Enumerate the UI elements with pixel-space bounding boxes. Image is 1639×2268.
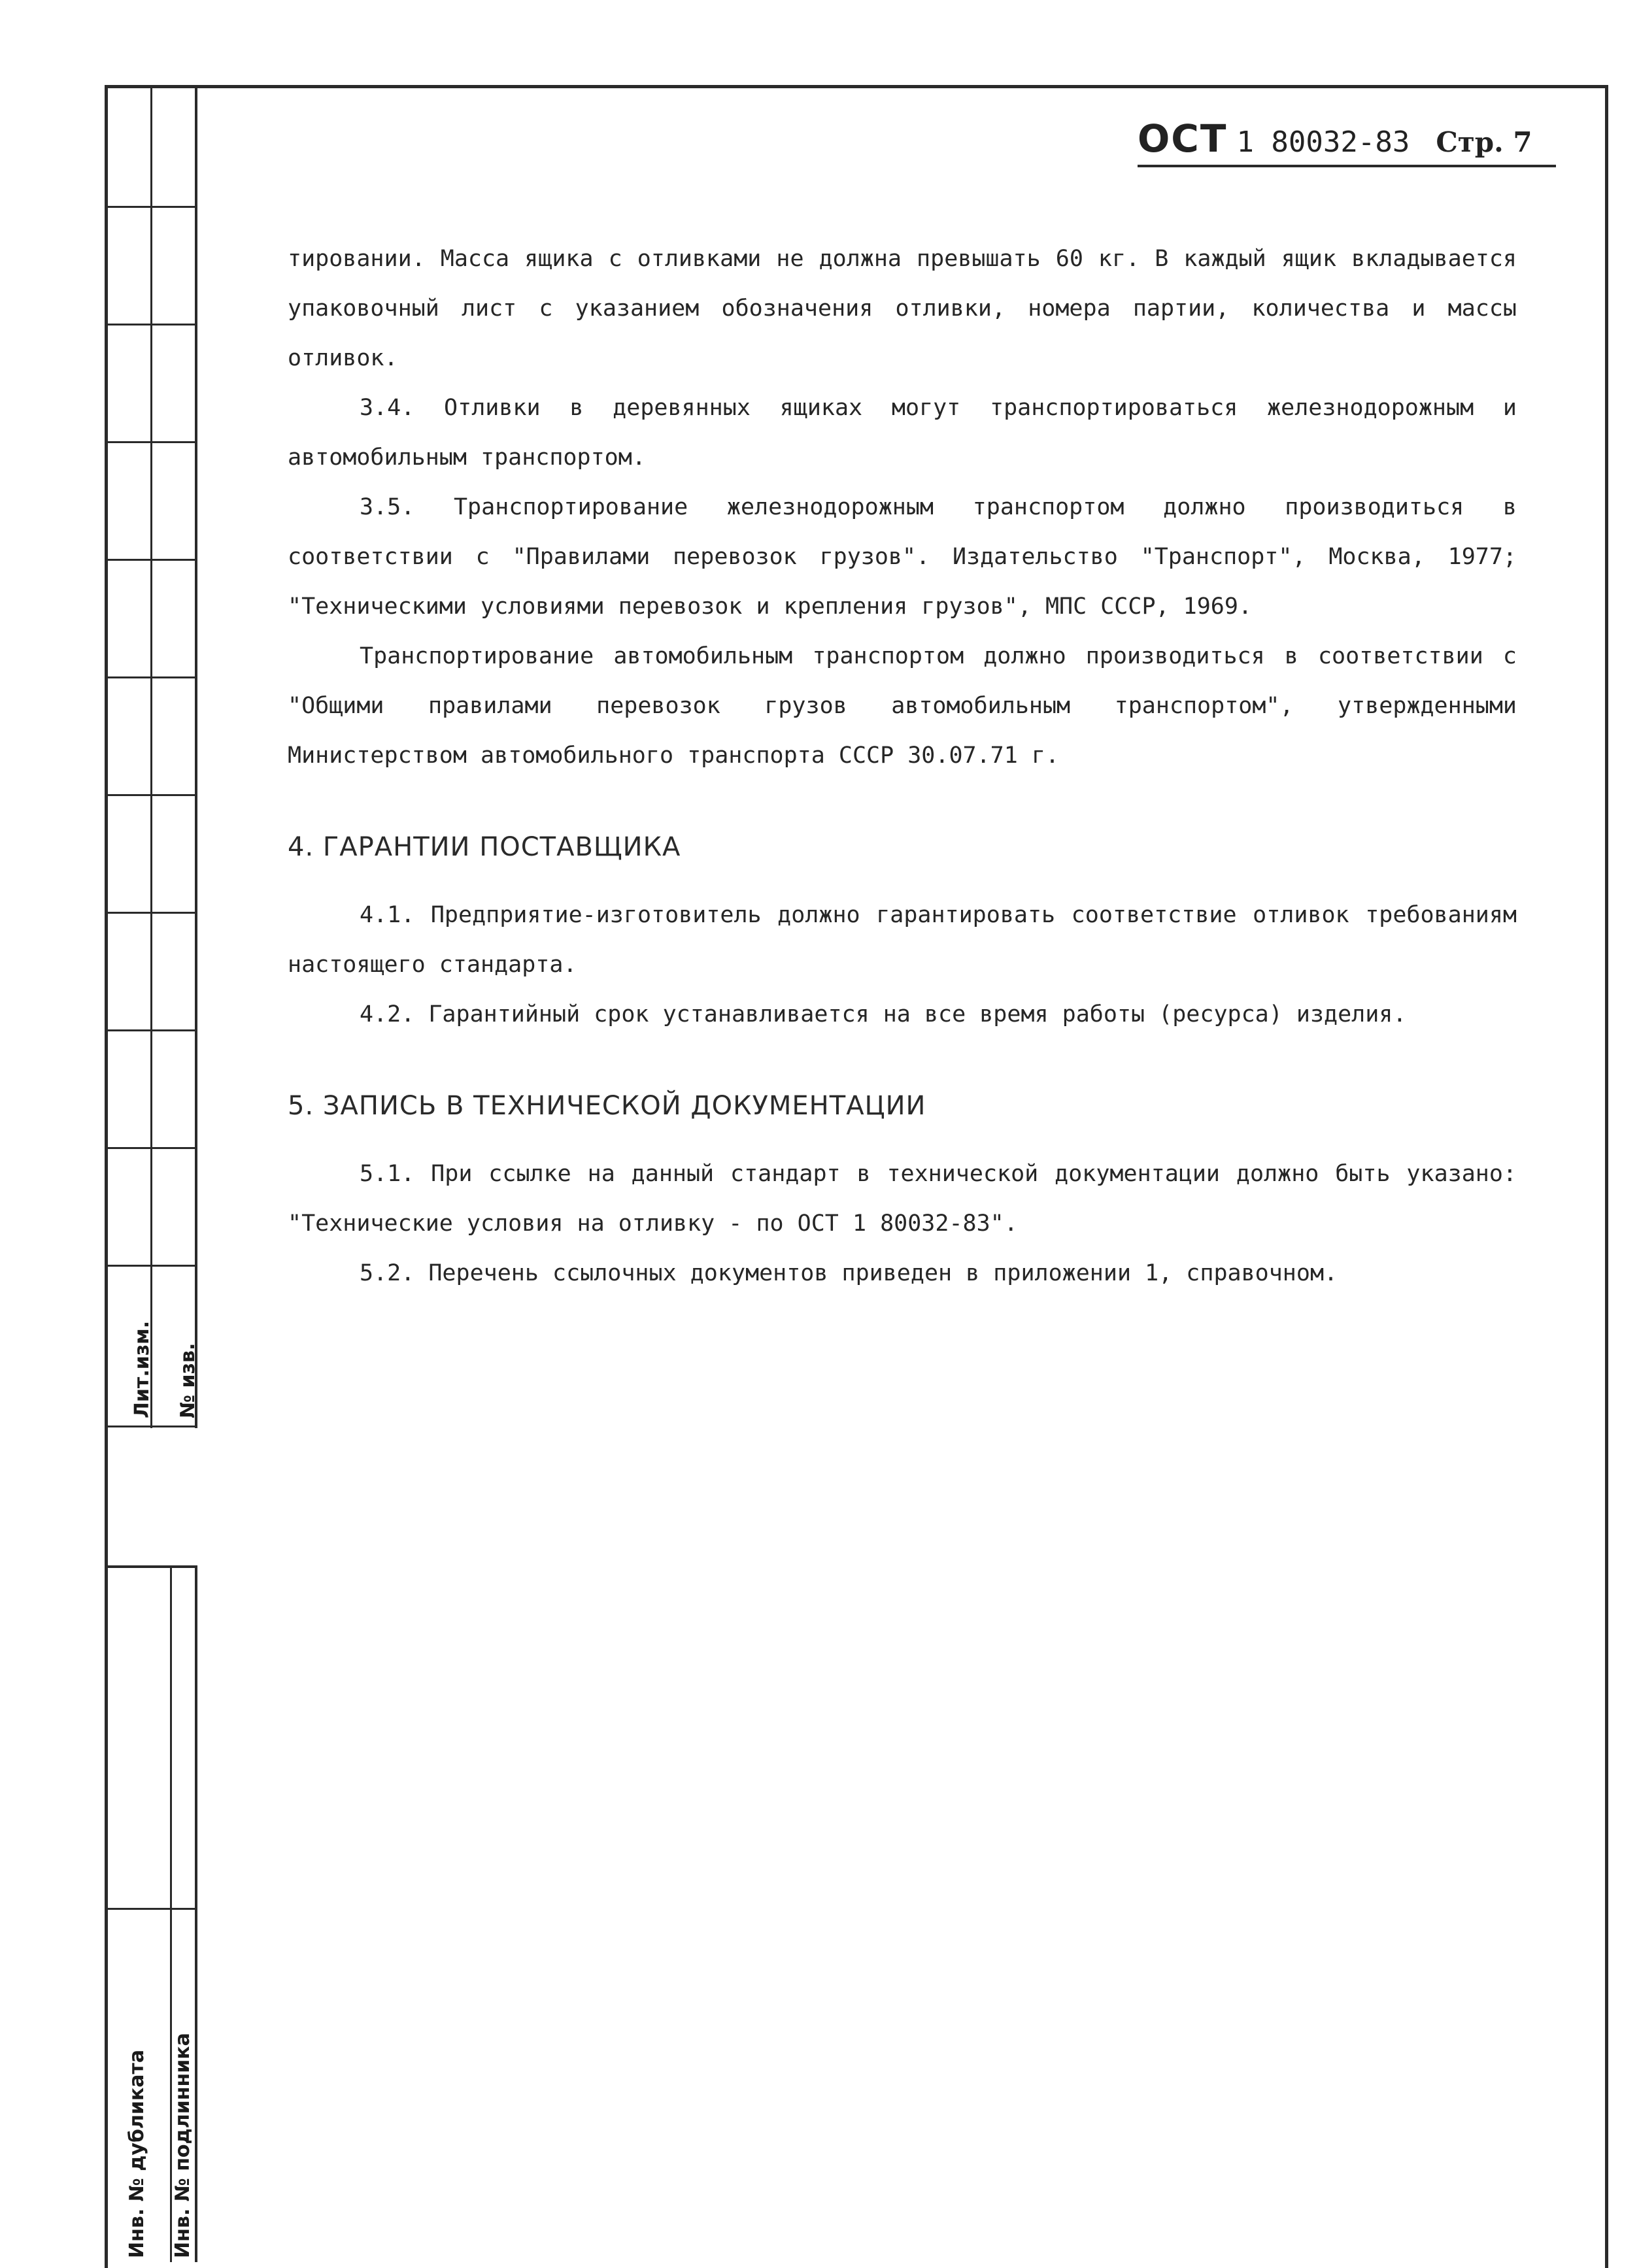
paragraph-5-1: 5.1. При ссылке на данный стандарт в технической документации должно быть указано: "Технические условия на отливку - по ОСТ 1 80032-83". <box>288 1161 1517 1237</box>
standard-code: ОСТ <box>1138 116 1228 161</box>
paragraph-3-5-auto: Транспортирование автомобильным транспортом должно производиться в соответствии с "Общими правилами перевозок грузов автомобильным транспортом", утвержденными Министерством автомобильного транспорта СССР 30.07.71 г. <box>288 643 1517 769</box>
page-number: Стр. 7 <box>1436 126 1532 158</box>
inv-podlinnika-label: Инв. № подлинника <box>171 2033 194 2258</box>
paragraph-5-2: 5.2. Перечень ссылочных документов приведен в приложении 1, справочном. <box>360 1260 1338 1286</box>
paragraph-4-2: 4.2. Гарантийный срок устанавливается на все время работы (ресурса) изделия. <box>360 1001 1407 1027</box>
no-izv-label: № изв. <box>177 1342 199 1418</box>
page-header <box>1138 116 1556 167</box>
paragraph-continuation: тировании. Масса ящика с отливками не должна превышать 60 кг. В каждый ящик вкладывается упаковочный лист с указанием обозначения отливки, номера партии, количества и массы отливок. <box>288 246 1517 371</box>
section-5-title: 5. ЗАПИСЬ В ТЕХНИЧЕСКОЙ ДОКУМЕНТАЦИИ <box>288 1091 926 1121</box>
section-4-title: 4. ГАРАНТИИ ПОСТАВЩИКА <box>288 832 681 862</box>
paragraph-3-5: 3.5. Транспортирование железнодорожным транспортом должно производиться в соответствии с "Правилами перевозок грузов". Издательство "Транспорт", Москва, 1977; "Техническими условиями перевозок и крепления грузов", МПС СССР, 1969. <box>288 494 1517 620</box>
paragraph-3-4: 3.4. Отливки в деревянных ящиках могут транспортироваться железнодорожным и автомобильным транспортом. <box>288 395 1517 471</box>
standard-number: 1 80032-83 <box>1236 125 1410 159</box>
inv-dublikata-label: Инв. № дубликата <box>126 2049 148 2258</box>
lit-izm-label: Лит.изм. <box>131 1320 154 1418</box>
paragraph-4-1: 4.1. Предприятие-изготовитель должно гарантировать соответствие отливок требованиям настоящего стандарта. <box>288 902 1517 978</box>
document-body <box>288 234 1517 1298</box>
binding-strip-top <box>105 88 197 1428</box>
